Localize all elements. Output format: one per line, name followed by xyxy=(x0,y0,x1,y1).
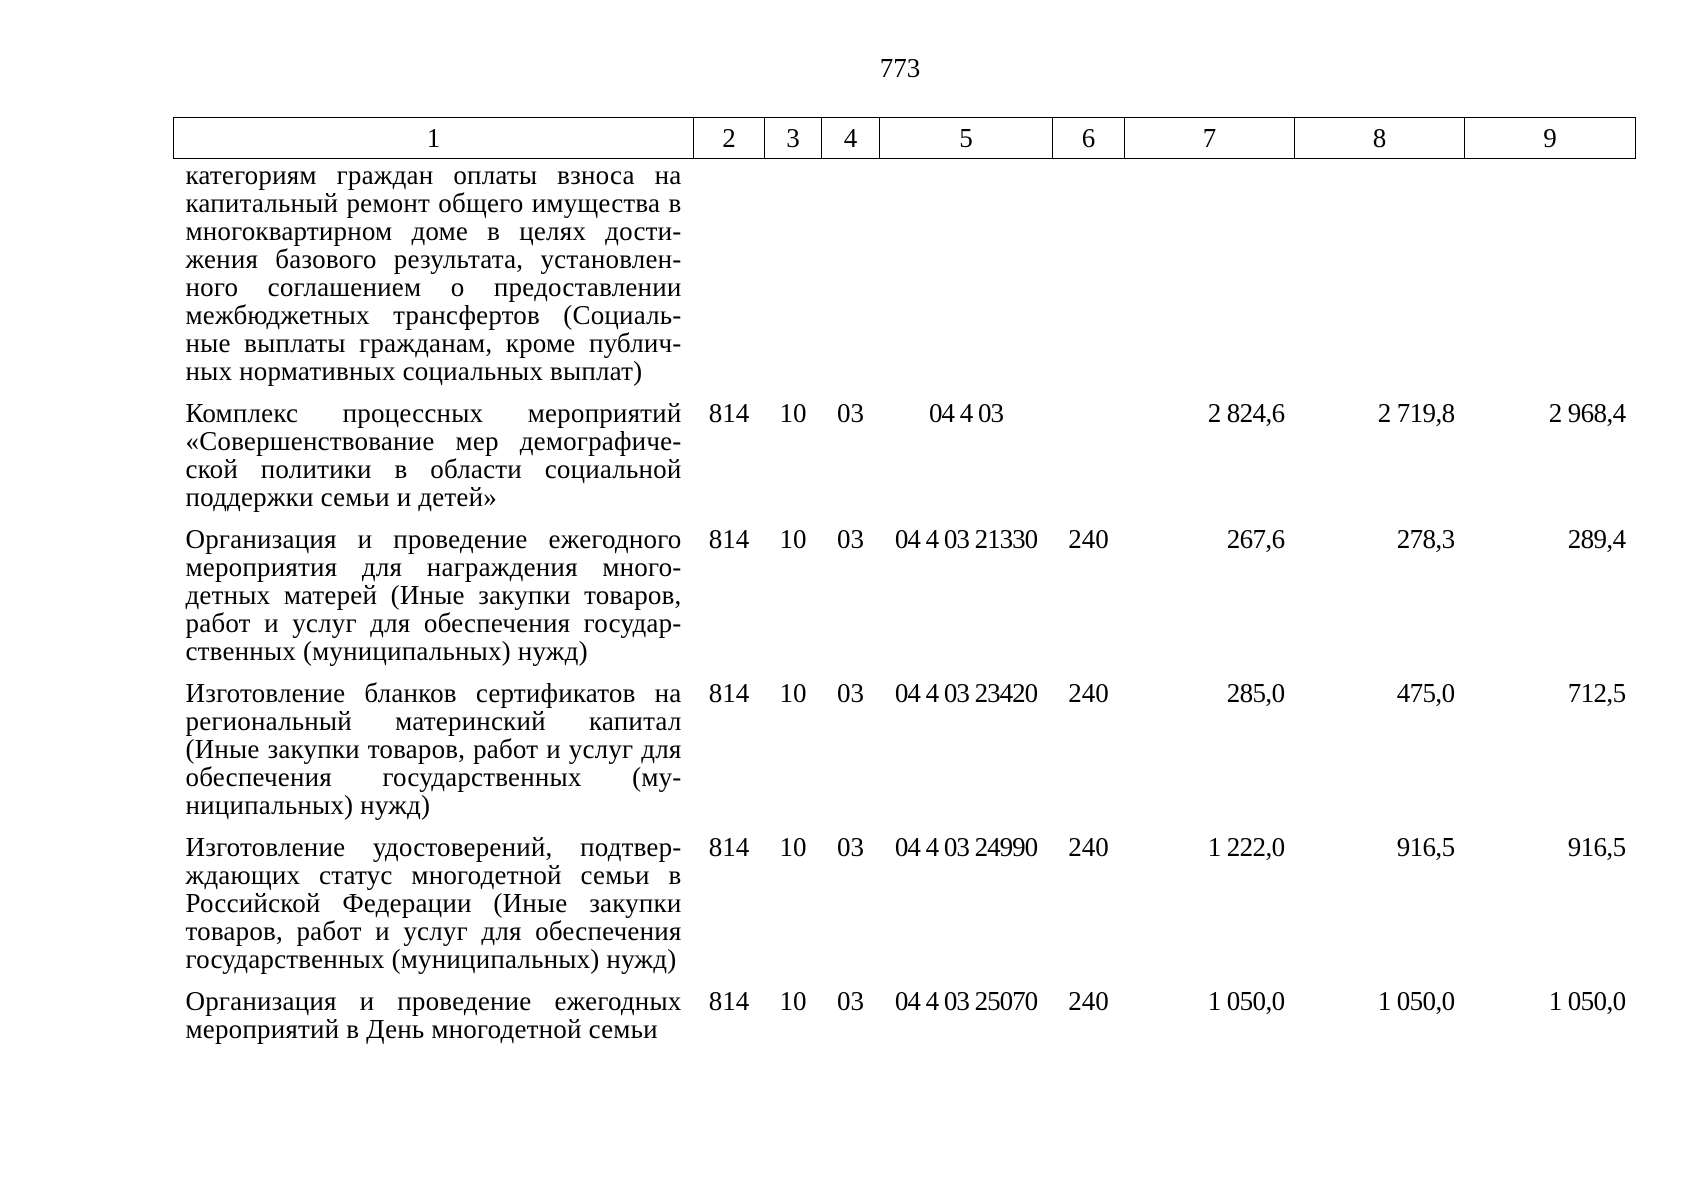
table-header-row xyxy=(174,118,1636,159)
table-row xyxy=(174,511,1636,665)
row-section-code: 10 xyxy=(779,986,807,1016)
header-col-1: 1 xyxy=(174,118,694,159)
row-target-article: 04 4 03 21330 xyxy=(894,524,1038,554)
row-amount-col7: 2 824,6 xyxy=(1207,398,1285,428)
row-section-code: 10 xyxy=(779,832,807,862)
row-subsection-code: 03 xyxy=(837,986,864,1016)
row-amount-col7: 267,6 xyxy=(1226,524,1285,554)
table-row xyxy=(174,819,1636,973)
row-target-article: 04 4 03 25070 xyxy=(894,986,1038,1016)
row-amount-col8: 916,5 xyxy=(1396,832,1455,862)
row-amount-col9: 1 050,0 xyxy=(1548,986,1626,1016)
row-amount-col7 xyxy=(1125,159,1295,386)
row-ministry-code: 814 xyxy=(708,524,750,554)
row-amount-col9: 712,5 xyxy=(1567,678,1626,708)
header-col-5: 5 xyxy=(880,118,1053,159)
row-amount-col9: 2 968,4 xyxy=(1548,398,1626,428)
header-col-6: 6 xyxy=(1053,118,1125,159)
row-ministry-code xyxy=(694,159,765,386)
table-row xyxy=(174,973,1636,1043)
row-description: Изготовление удостоверений, подтвер-ждающих статус многодетной семьи в Российской Федерации (Иные закупки товаров, работ и услуг для обеспечения государственных (муниципальных) нужд) xyxy=(185,832,682,974)
row-subsection-code: 03 xyxy=(837,832,864,862)
table-row xyxy=(174,665,1636,819)
row-description: Организация и проведение ежегодного мероприятия для награждения много-детных матерей (Иные закупки товаров, работ и услуг для обеспечения государ-ственных (муниципальных) нужд) xyxy=(185,524,682,666)
row-expense-type: 240 xyxy=(1068,524,1109,554)
row-amount-col8: 1 050,0 xyxy=(1377,986,1455,1016)
row-target-article xyxy=(880,159,1053,386)
row-section-code: 10 xyxy=(779,678,807,708)
row-expense-type xyxy=(1053,385,1125,511)
row-subsection-code xyxy=(822,159,880,386)
table-row xyxy=(174,159,1636,386)
row-target-article: 04 4 03 23420 xyxy=(894,678,1038,708)
row-amount-col9 xyxy=(1465,159,1636,386)
row-ministry-code: 814 xyxy=(708,398,750,428)
row-amount-col8 xyxy=(1295,159,1465,386)
row-amount-col7: 1 050,0 xyxy=(1207,986,1285,1016)
header-col-3: 3 xyxy=(765,118,822,159)
row-amount-col7: 1 222,0 xyxy=(1207,832,1285,862)
row-target-article: 04 4 03 xyxy=(929,398,1003,428)
row-section-code: 10 xyxy=(779,524,807,554)
row-section-code: 10 xyxy=(779,398,807,428)
row-expense-type: 240 xyxy=(1068,832,1109,862)
header-col-4: 4 xyxy=(822,118,880,159)
row-description: Организация и проведение ежегодных мероприятий в День многодетной семьи xyxy=(185,986,682,1044)
row-description: Изготовление бланков сертификатов на региональный материнский капитал (Иные закупки товаров, работ и услуг для обеспечения государственных (му-ниципальных) нужд) xyxy=(185,678,682,820)
row-description: категориям граждан оплаты взноса на капитальный ремонт общего имущества в многоквартирном доме в целях дости-жения базового результата, установлен-ного соглашением о предоставлении межбюджетных трансфертов (Социаль-ные выплаты гражданам, кроме публич-ных нормативных социальных выплат) xyxy=(185,160,682,386)
row-ministry-code: 814 xyxy=(708,678,750,708)
row-expense-type: 240 xyxy=(1068,986,1109,1016)
budget-table-container xyxy=(173,117,1635,1043)
row-amount-col8: 278,3 xyxy=(1396,524,1455,554)
row-target-article: 04 4 03 24990 xyxy=(894,832,1038,862)
row-amount-col9: 916,5 xyxy=(1567,832,1626,862)
row-subsection-code: 03 xyxy=(837,678,864,708)
row-expense-type: 240 xyxy=(1068,678,1109,708)
row-amount-col9: 289,4 xyxy=(1567,524,1626,554)
budget-table xyxy=(173,117,1636,1043)
row-amount-col8: 475,0 xyxy=(1396,678,1455,708)
row-expense-type xyxy=(1053,159,1125,386)
row-ministry-code: 814 xyxy=(708,832,750,862)
row-subsection-code: 03 xyxy=(837,398,864,428)
row-amount-col8: 2 719,8 xyxy=(1377,398,1455,428)
row-section-code xyxy=(765,159,822,386)
header-col-9: 9 xyxy=(1465,118,1636,159)
header-col-7: 7 xyxy=(1125,118,1295,159)
row-description: Комплекс процессных мероприятий «Совершенствование мер демографиче-ской политики в области социальной поддержки семьи и детей» xyxy=(185,398,682,512)
header-col-8: 8 xyxy=(1295,118,1465,159)
page-number: 773 xyxy=(879,53,921,83)
table-row xyxy=(174,385,1636,511)
row-amount-col7: 285,0 xyxy=(1226,678,1285,708)
row-ministry-code: 814 xyxy=(708,986,750,1016)
header-col-2: 2 xyxy=(694,118,765,159)
row-subsection-code: 03 xyxy=(837,524,864,554)
